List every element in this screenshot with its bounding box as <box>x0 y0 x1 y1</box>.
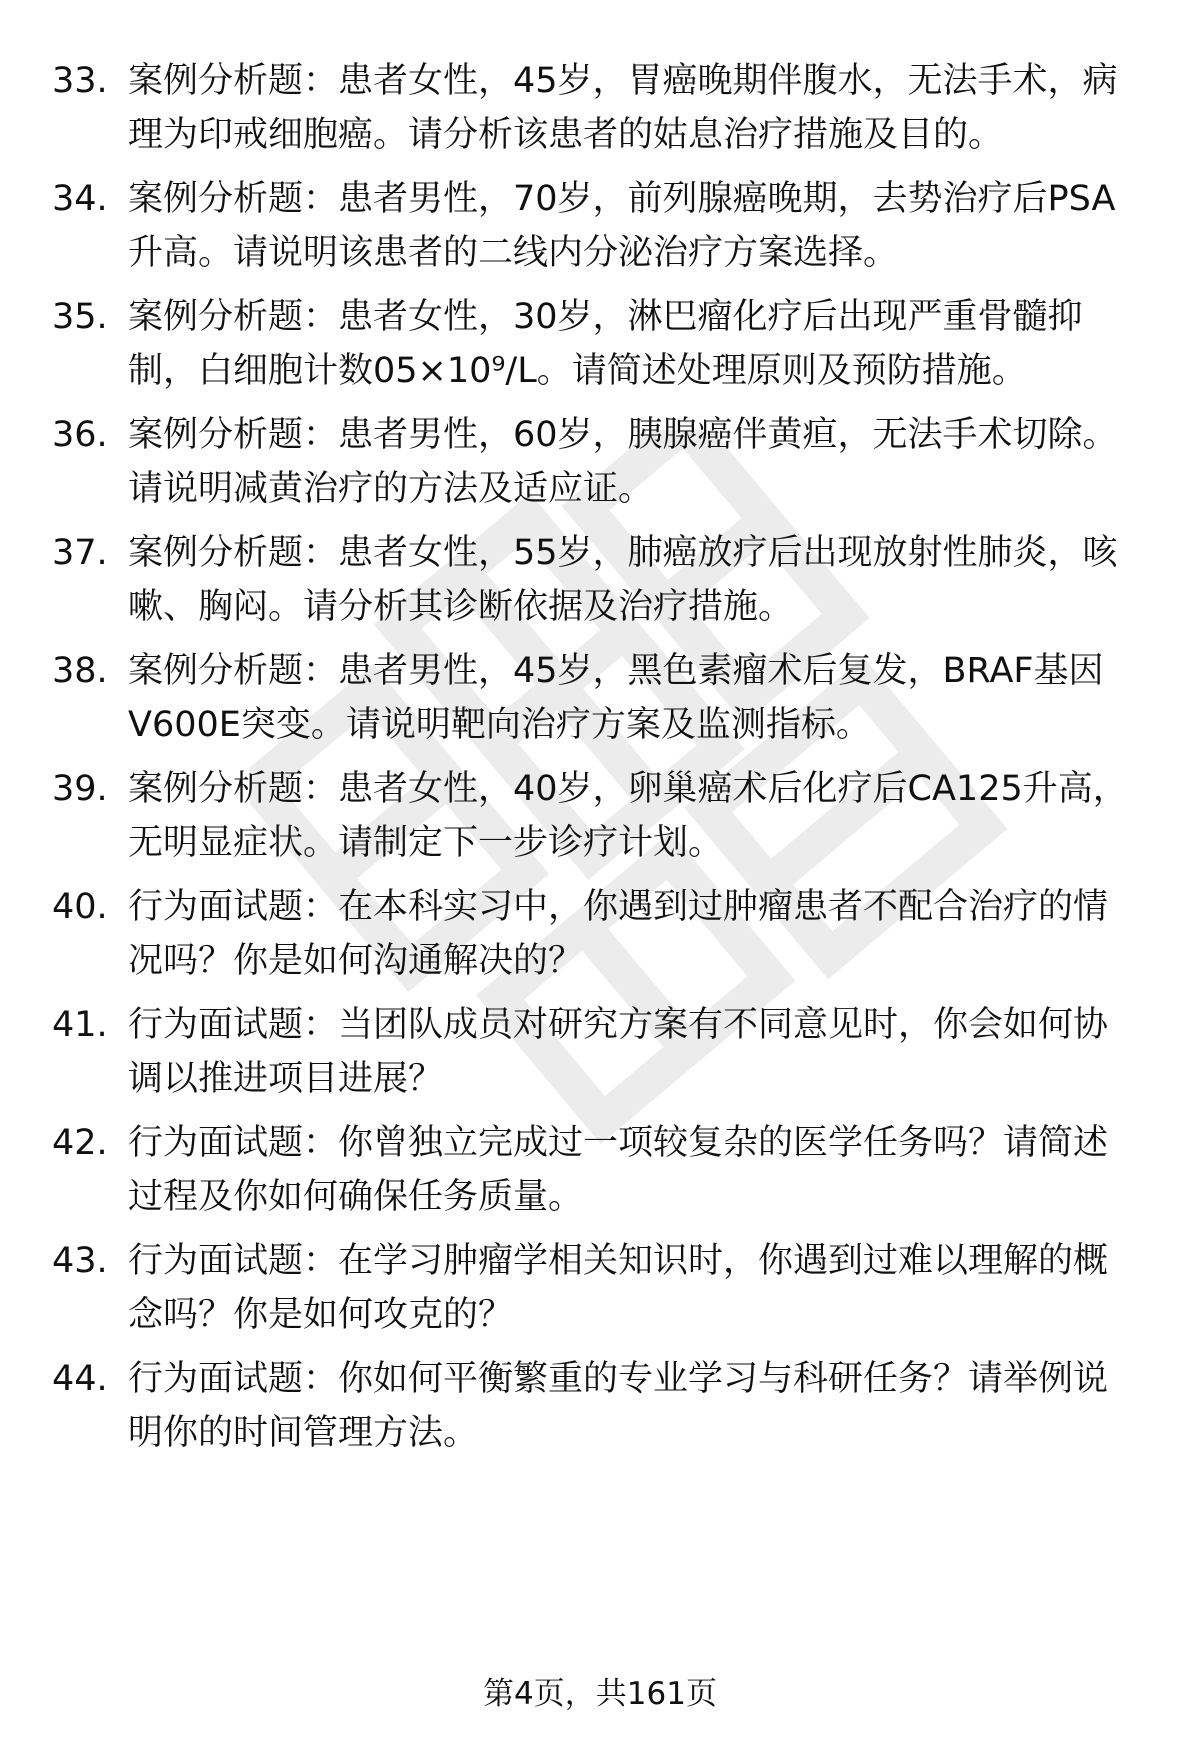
question-text-line: 升高。请说明该患者的二线内分泌治疗方案选择。 <box>128 233 899 273</box>
list-item <box>0 1234 1200 1354</box>
question-number: 41. <box>52 1005 108 1045</box>
list-item <box>0 526 1200 646</box>
question-text-line: 况吗？你是如何沟通解决的？ <box>128 941 584 981</box>
question-text <box>128 1234 1152 1342</box>
question-text <box>128 54 1152 162</box>
list-item <box>0 644 1200 764</box>
question-text-line: 念吗？你是如何攻克的？ <box>128 1295 514 1335</box>
list-item <box>0 880 1200 1000</box>
question-number: 40. <box>52 887 108 927</box>
question-text <box>128 290 1152 398</box>
question-text-line: 案例分析题：患者女性，45岁，胃癌晚期伴腹水，无法手术，病 <box>128 61 1118 101</box>
list-item <box>0 1116 1200 1236</box>
question-text-line: 嗽、胸闷。请分析其诊断依据及治疗措施。 <box>128 587 794 627</box>
question-text-line: V600E突变。请说明靶向治疗方案及监测指标。 <box>128 705 871 745</box>
question-text-line: 行为面试题：你曾独立完成过一项较复杂的医学任务吗？请简述 <box>128 1123 1109 1163</box>
question-text-line: 理为印戒细胞癌。请分析该患者的姑息治疗措施及目的。 <box>128 115 1004 155</box>
question-text-line: 案例分析题：患者女性，40岁，卵巢癌术后化疗后CA125升高， <box>128 769 1128 809</box>
question-text <box>128 1116 1152 1224</box>
page-number-footer: 第4页，共161页 <box>483 1676 717 1712</box>
question-text-line: 行为面试题：在学习肿瘤学相关知识时，你遇到过难以理解的概 <box>128 1241 1109 1281</box>
question-number: 44. <box>52 1359 108 1399</box>
question-number: 37. <box>52 533 108 573</box>
question-number: 34. <box>52 179 108 219</box>
question-text <box>128 880 1152 988</box>
question-text <box>128 408 1152 516</box>
question-text <box>128 526 1152 634</box>
list-item <box>0 172 1200 292</box>
question-text-line: 案例分析题：患者男性，45岁，黑色素瘤术后复发，BRAF基因 <box>128 651 1104 691</box>
question-number: 42. <box>52 1123 108 1163</box>
question-text-line: 制，白细胞计数05×10⁹/L。请简述处理原则及预防措施。 <box>128 351 1027 391</box>
list-item <box>0 1352 1200 1472</box>
question-text-line: 行为面试题：你如何平衡繁重的专业学习与科研任务？请举例说 <box>128 1359 1109 1399</box>
question-text-line: 过程及你如何确保任务质量。 <box>128 1177 584 1217</box>
question-text <box>128 172 1152 280</box>
question-text-line: 请说明减黄治疗的方法及适应证。 <box>128 469 654 509</box>
question-number: 38. <box>52 651 108 691</box>
question-text <box>128 1352 1152 1460</box>
question-number: 35. <box>52 297 108 337</box>
question-number: 43. <box>52 1241 108 1281</box>
question-number: 36. <box>52 415 108 455</box>
question-text <box>128 998 1152 1106</box>
question-text <box>128 762 1152 870</box>
list-item <box>0 290 1200 410</box>
question-number: 33. <box>52 61 108 101</box>
question-text <box>128 644 1152 752</box>
question-number: 39. <box>52 769 108 809</box>
question-text-line: 行为面试题：当团队成员对研究方案有不同意见时，你会如何协 <box>128 1005 1109 1045</box>
question-text-line: 案例分析题：患者男性，70岁，前列腺癌晚期，去势治疗后PSA <box>128 179 1116 219</box>
list-item <box>0 998 1200 1118</box>
question-text-line: 无明显症状。请制定下一步诊疗计划。 <box>128 823 724 863</box>
list-item <box>0 54 1200 174</box>
question-text-line: 行为面试题：在本科实习中，你遇到过肿瘤患者不配合治疗的情 <box>128 887 1109 927</box>
list-item <box>0 408 1200 528</box>
list-item <box>0 762 1200 882</box>
question-text-line: 案例分析题：患者女性，30岁，淋巴瘤化疗后出现严重骨髓抑 <box>128 297 1083 337</box>
question-text-line: 案例分析题：患者女性，55岁，肺癌放疗后出现放射性肺炎，咳 <box>128 533 1118 573</box>
question-text-line: 明你的时间管理方法。 <box>128 1413 479 1453</box>
question-text-line: 案例分析题：患者男性，60岁，胰腺癌伴黄疸，无法手术切除。 <box>128 415 1118 455</box>
question-text-line: 调以推进项目进展？ <box>128 1059 444 1099</box>
